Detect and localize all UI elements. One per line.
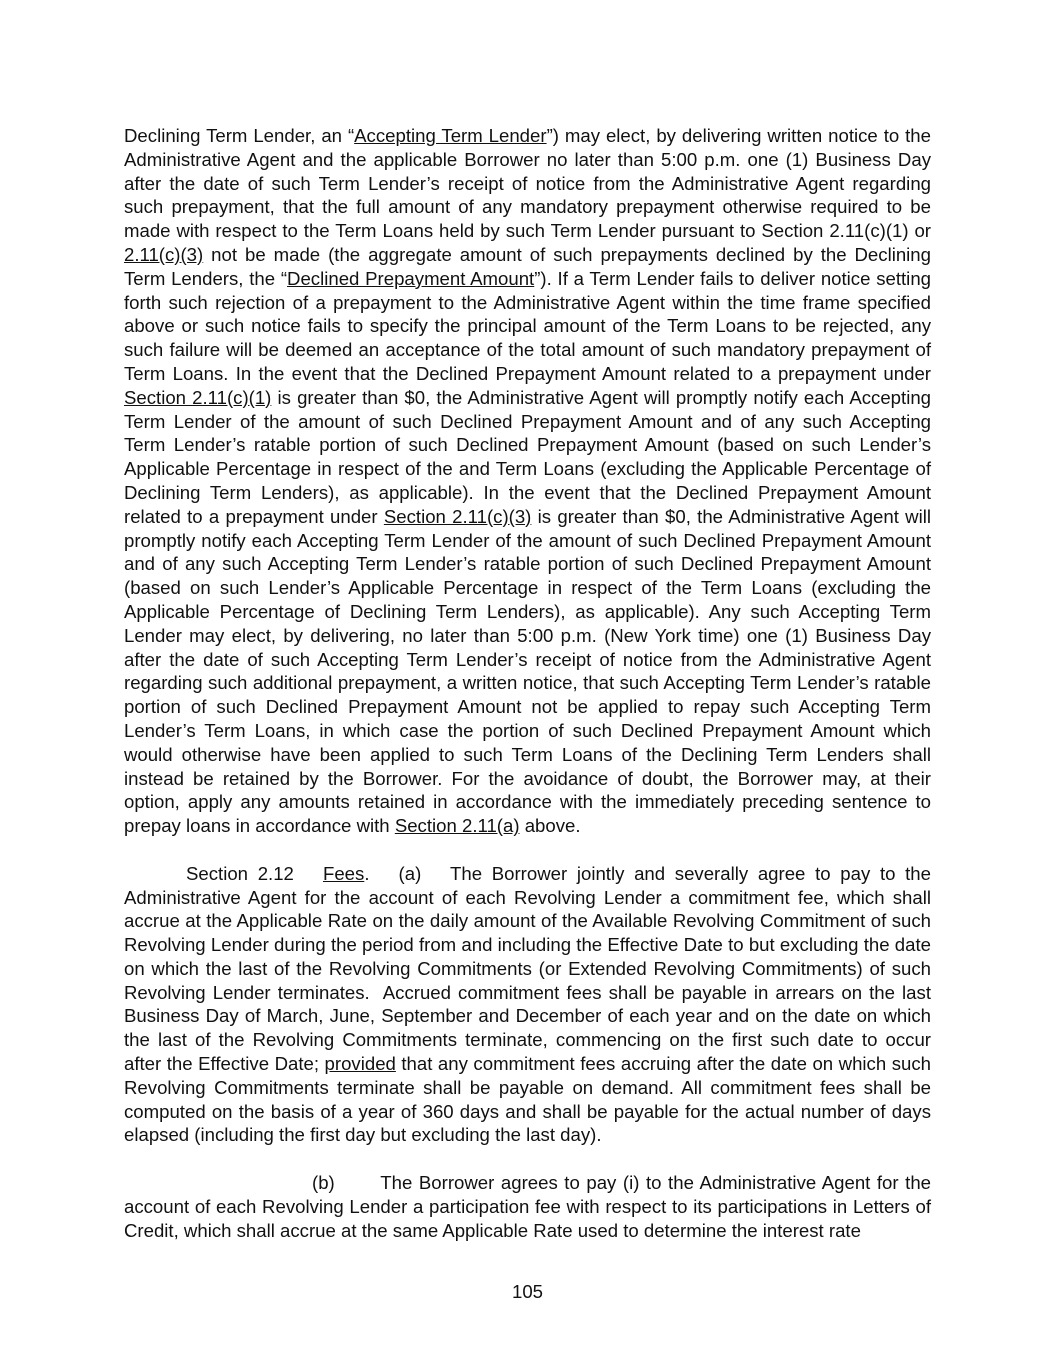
section-heading: Section 2.12 [186, 862, 323, 884]
paragraph-section-2-12-fees: Section 2.12 Fees. (a) The Borrower jointly and severally agree to pay to the Administrative Agent for the account of each Revolving Lender a commitment fee, which shall accrue at the Applicable Rate on the daily amount of the Available Revolving Commitment of such Revolving Lender during the period from and including the Effective Date to but excluding the date on which the last of the Revolving Commitments (or Extended Revolving Commitments) of such Revolving Lender terminates. Accrued commitment fees shall be payable in arrears on the last Business Day of March, June, September and December of each year and on the date on which the last of the Revolving Commitments terminate, commencing on the first such date to occur after the Effective Date; provided that any commitment fees accruing after the date on which such Revolving Commitments terminate shall be payable on demand. All commitment fees shall be computed on the basis of a year of 360 days and shall be payable for the actual number of days elapsed (including the first day but excluding the last day). [124, 862, 937, 1146]
paragraph-participation-fee: (b) The Borrower agrees to pay (i) to the Administrative Agent for the account of each Revolving Lender a participation fee with respect to its participations in Letters of Credit, which shall accrue at the same Applicable Rate used to determine the interest rate [124, 1172, 937, 1241]
document-body [124, 124, 937, 1242]
section-reference: Section 2.11(a) [394, 815, 520, 837]
paragraph-declined-prepayment: Declining Term Lender, an “Accepting Term Lender”) may elect, by delivering written notice to the Administrative Agent and the applicable Borrower no later than 5:00 p.m. one (1) Business Day after the date of such Term Lender’s receipt of notice from the Administrative Agent regarding such prepayment, that the full amount of any mandatory prepayment otherwise required to be made with respect to the Term Loans held by such Term Lender pursuant to Section 2.11(c)(1) or 2.11(c)(3) not be made (the aggregate amount of such prepayments declined by the Declining Term Lenders, the “Declined Prepayment Amount”). If a Term Lender fails to deliver notice setting forth such rejection of a prepayment to the Administrative Agent within the time frame specified above or such notice fails to specify the principal amount of the Term Loans to be rejected, any such failure will be deemed an acceptance of the total amount of such mandatory prepayment of Term Loans. In the event that the Declined Prepayment Amount related to a prepayment under Section 2.11(c)(1) is greater than $0, the Administrative Agent will promptly notify each Accepting Term Lender of the amount of such Declined Prepayment Amount and of any such Accepting Term Lender’s ratable portion of such Declined Prepayment Amount (based on such Lender’s Applicable Percentage in respect of the and Term Loans (excluding the Applicable Percentage of Declining Term Lenders), as applicable). In the event that the Declined Prepayment Amount related to a prepayment under Section 2.11(c)(3) is greater than $0, the Administrative Agent will promptly notify each Accepting Term Lender of the amount of such Declined Prepayment Amount and of any such Accepting Term Lender’s ratable portion of such Declined Prepayment Amount (based on such Lender’s Applicable Percentage in respect of the Term Loans (excluding the Applicable Percentage of Declining Term Lenders), as applicable). Any such Accepting Term Lender may elect, by delivering, no later than 5:00 p.m. (New York time) one (1) Business Day after the date of such Accepting Term Lender’s receipt of notice from the Administrative Agent regarding such additional prepayment, a written notice, that such Accepting Term Lender’s ratable portion of such Declined Prepayment Amount not be applied to repay such Accepting Term Lender’s Term Loans, in which case the portion of such Declined Prepayment Amount which would otherwise have been applied to such Term Loans of the Declining Term Lenders shall instead be retained by the Borrower. For the avoidance of doubt, the Borrower may, at their option, apply any amounts retained in accordance with the immediately preceding sentence to prepay loans in accordance with Section 2.11(a) above. [124, 125, 932, 837]
page-number: 105 [511, 1281, 544, 1302]
defined-term-accepting-term-lender: Accepting Term Lender [354, 125, 547, 146]
proviso-term: provided [324, 1053, 396, 1075]
section-title-fees: Fees [322, 862, 365, 884]
section-reference: Section 2.11(c)(3) [383, 505, 532, 527]
defined-term-declined-prepayment-amount: Declined Prepayment Amount [287, 267, 535, 289]
section-reference: Section 2.11(c)(1) [124, 386, 272, 408]
section-reference: 2.11(c)(3) [124, 243, 204, 265]
